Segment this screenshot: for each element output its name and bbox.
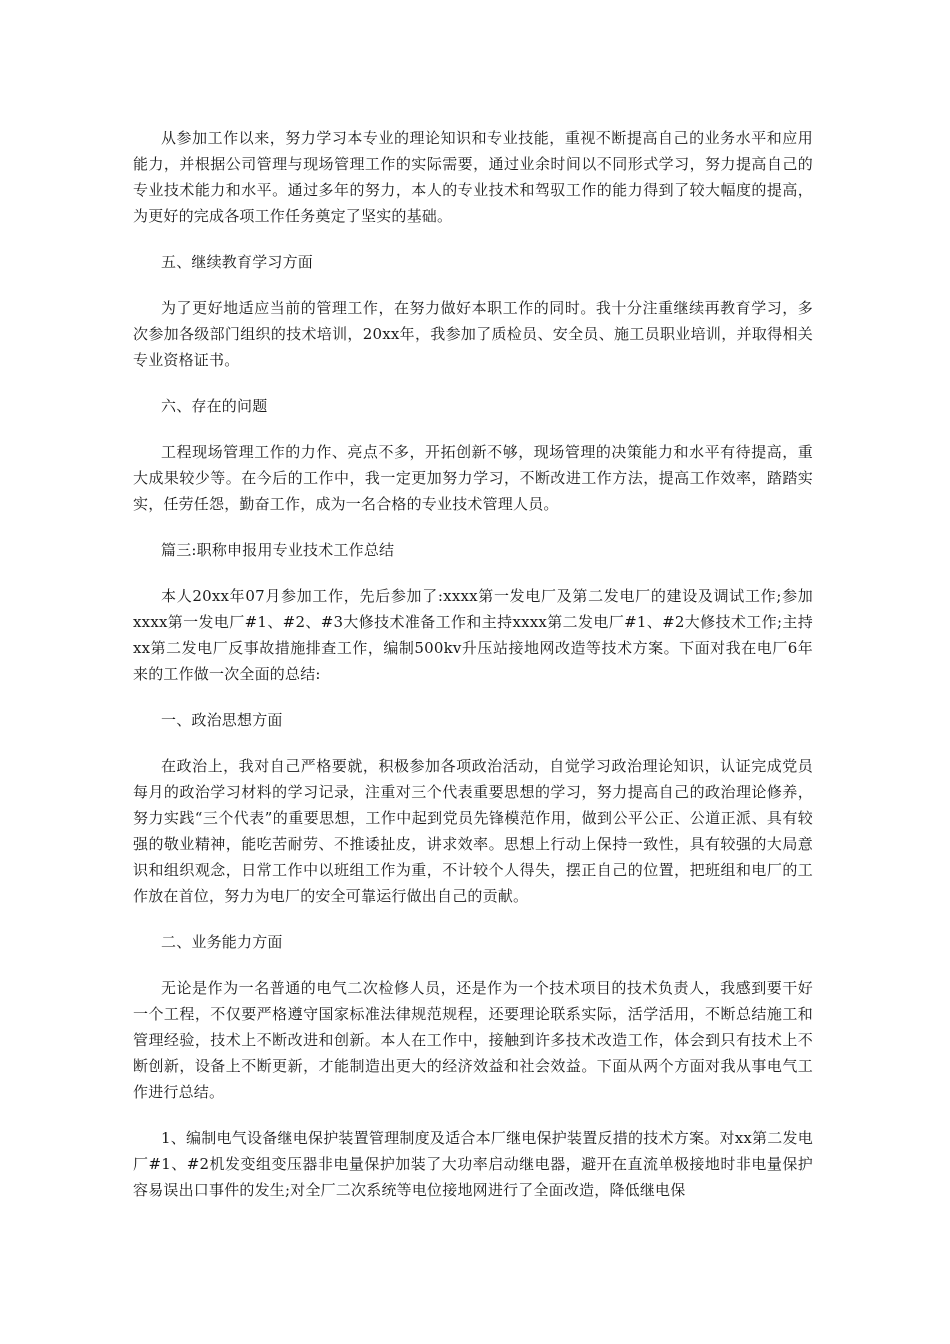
- heading-political-thought: 一、政治思想方面: [161, 711, 283, 729]
- heading-part-three: 篇三:职称申报用专业技术工作总结: [161, 541, 395, 559]
- paragraph-relay-protection: 1、编制电气设备继电保护装置管理制度及适合本厂继电保护装置反措的技术方案。对xx第二发电厂#1、#2机发变组变压器非电量保护加装了大功率启动继电器，避开在直流单极接地时非电量保护容易误出口事件的发生;对全厂二次系统等电位接地网进行了全面改造，降低继电保: [133, 1129, 813, 1199]
- heading-continuing-education: 五、继续教育学习方面: [161, 253, 314, 271]
- heading-existing-problems: 六、存在的问题: [161, 397, 268, 415]
- paragraph-work-history: 本人20xx年07月参加工作，先后参加了:xxxx第一发电厂及第二发电厂的建设及调试工作;参加xxxx第一发电厂#1、#2、#3大修技术准备工作和主持xxxx第二发电厂#1、#2大修技术工作;主持xx第二发电厂反事故措施排查工作，编制500kv升压站接地网改造等技术方案。下面对我在电厂6年来的工作做一次全面的总结:: [133, 587, 813, 683]
- paragraph-self-study: 从参加工作以来，努力学习本专业的理论知识和专业技能，重视不断提高自己的业务水平和应用能力，并根据公司管理与现场管理工作的实际需要，通过业余时间以不同形式学习，努力提高自己的专业技术能力和水平。通过多年的努力，本人的专业技术和驾驭工作的能力得到了较大幅度的提高，为更好的完成各项工作任务奠定了坚实的基础。: [133, 129, 813, 225]
- document-body: [133, 125, 813, 1223]
- paragraph-continuing-education: 为了更好地适应当前的管理工作，在努力做好本职工作的同时。我十分注重继续再教育学习，多次参加各级部门组织的技术培训，20xx年，我参加了质检员、安全员、施工员职业培训，并取得相关专业资格证书。: [133, 299, 813, 369]
- heading-business-ability: 二、业务能力方面: [161, 933, 283, 951]
- paragraph-business-ability: 无论是作为一名普通的电气二次检修人员，还是作为一个技术项目的技术负责人，我感到要干好一个工程，不仅要严格遵守国家标准法律规范规程，还要理论联系实际，活学活用，不断总结施工和管理经验，技术上不断改进和创新。本人在工作中，接触到许多技术改造工作，体会到只有技术上不断创新，设备上不断更新，才能制造出更大的经济效益和社会效益。下面从两个方面对我从事电气工作进行总结。: [133, 979, 813, 1101]
- paragraph-existing-problems: 工程现场管理工作的力作、亮点不多，开拓创新不够，现场管理的决策能力和水平有待提高，重大成果较少等。在今后的工作中，我一定更加努力学习，不断改进工作方法，提高工作效率，踏踏实实，任劳任怨，勤奋工作，成为一名合格的专业技术管理人员。: [133, 443, 813, 513]
- paragraph-political-thought: 在政治上，我对自己严格要就，积极参加各项政治活动，自觉学习政治理论知识，认证完成党员每月的政治学习材料的学习记录，注重对三个代表重要思想的学习，努力提高自己的政治理论修养，努力实践“三个代表”的重要思想，工作中起到党员先锋模范作用，做到公平公正、公道正派、具有较强的敬业精神，能吃苦耐劳、不推诿扯皮，讲求效率。思想上行动上保持一致性，具有较强的大局意识和组织观念，日常工作中以班组工作为重，不计较个人得失，摆正自己的位置，把班组和电厂的工作放在首位，努力为电厂的安全可靠运行做出自己的贡献。: [133, 757, 813, 905]
